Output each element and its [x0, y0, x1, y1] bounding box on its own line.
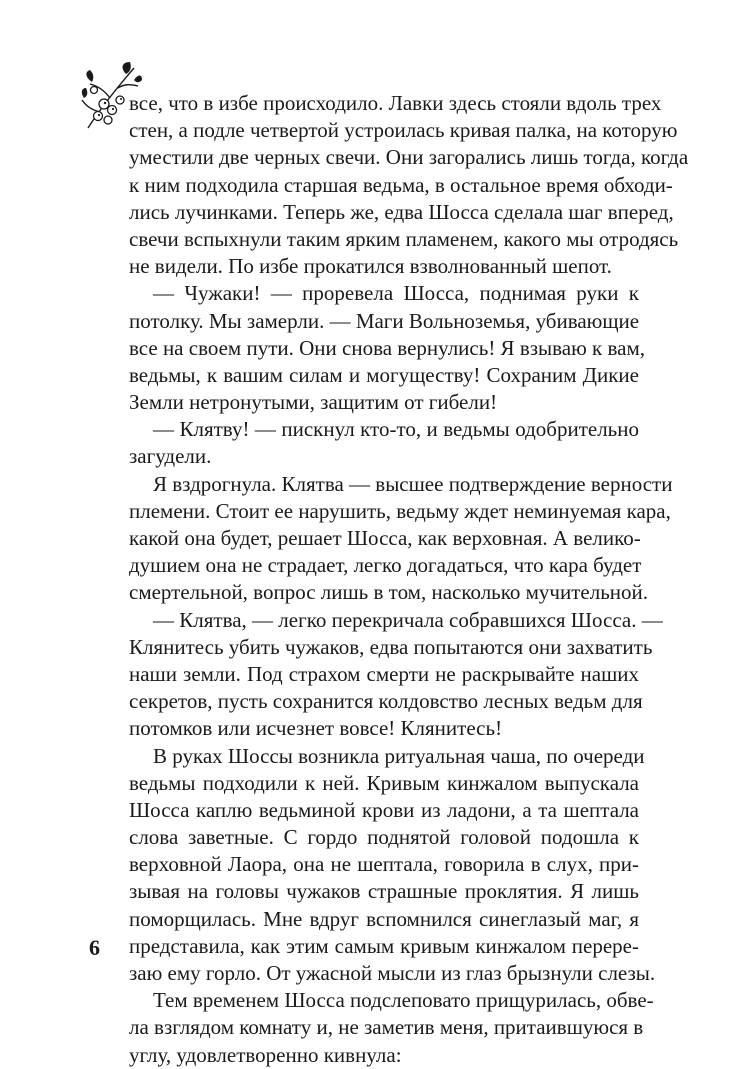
text-line: Тем временем Шосса подслеповато прищурилась, обве- [153, 988, 654, 1013]
text-line: поморщилась. Мне вдруг вспомнился синеглазый маг, я [129, 906, 639, 931]
text-line: к ним подходила старшая ведьма, в остальное время обходи- [129, 172, 673, 197]
text-line: уместили две черных свечи. Они загорались лишь тогда, когда [129, 145, 689, 170]
text-line: — Клятва, — легко перекричала собравшихся Шосса. — [153, 607, 663, 632]
text-line: не видели. По избе прокатился взволнованный шепот. [129, 254, 612, 279]
text-line: все на своем пути. Они снова вернулись! Я взываю к вам, [129, 335, 645, 360]
text-line: заю ему горло. От ужасной мысли из глаз брызнули слезы. [129, 961, 656, 985]
text-line: углу, удовлетворенно кивнула: [129, 1042, 402, 1067]
text-line: душием она не страдает, легко догадаться, что кара будет [129, 553, 642, 578]
text-line: загудели. [129, 444, 212, 469]
text-line: Шосса каплю ведьминой крови из ладони, а та шептала [129, 797, 639, 822]
text-line: смертельной, вопрос лишь в том, насколько мучительной. [129, 580, 649, 605]
body-text [129, 90, 689, 1069]
text-line: все, что в избе происходило. Лавки здесь стояли вдоль трех [129, 91, 662, 115]
text-line: — Клятву! — пискнул кто-то, и ведьмы одобрительно [153, 417, 639, 442]
text-line: свечи вспыхнули таким ярким пламенем, какого мы отродясь [129, 226, 679, 251]
text-line: зывая на головы чужаков страшные проклятия. Я лишь [129, 879, 639, 904]
text-line: ведьмы подходили к ней. Кривым кинжалом выпускала [129, 770, 639, 795]
text-line: наши земли. Под страхом смерти не раскрывайте наших [129, 661, 639, 686]
text-line: — Чужаки! — проревела Шосса, поднимая руки к [153, 281, 639, 306]
text-line: потомков или исчезнет вовсе! Клянитесь! [129, 716, 503, 741]
text-line: В руках Шоссы возникла ритуальная чаша, по очереди [153, 743, 645, 768]
text-line: Клянитесь убить чужаков, едва попытаются они захватить [129, 634, 653, 659]
text-line: лись лучинками. Теперь же, едва Шосса сделала шаг вперед, [129, 199, 674, 224]
page-number: 6 [89, 935, 100, 960]
text-line: племени. Стоит ее нарушить, ведьму ждет неминуемая кара, [129, 498, 671, 523]
text-line: ла взглядом комнату и, не заметив меня, притаившуюся в [129, 1015, 644, 1040]
text-line: верховной Лаора, она не шептала, говорила в слух, при- [129, 852, 639, 877]
text-line: представила, как этим самым кривым кинжалом перере- [129, 933, 639, 958]
text-line: какой она будет, решает Шосса, как верховная. А велико- [129, 526, 641, 550]
text-line: потолку. Мы замерли. — Маги Вольноземья, убивающие [129, 308, 640, 333]
text-line: слова заветные. С гордо поднятой головой подошла к [129, 825, 639, 850]
text-line: ведьмы, к вашим силам и могуществу! Сохраним Дикие [129, 362, 639, 387]
text-line: Земли нетронутыми, защитим от гибели! [129, 390, 498, 415]
text-line: Я вздрогнула. Клятва — высшее подтверждение верности [153, 471, 673, 496]
text-line: стен, а подле четвертой устроилась кривая палка, на которую [129, 118, 678, 143]
text-line: секретов, пусть сохранится колдовство лесных ведьм для [129, 689, 643, 714]
